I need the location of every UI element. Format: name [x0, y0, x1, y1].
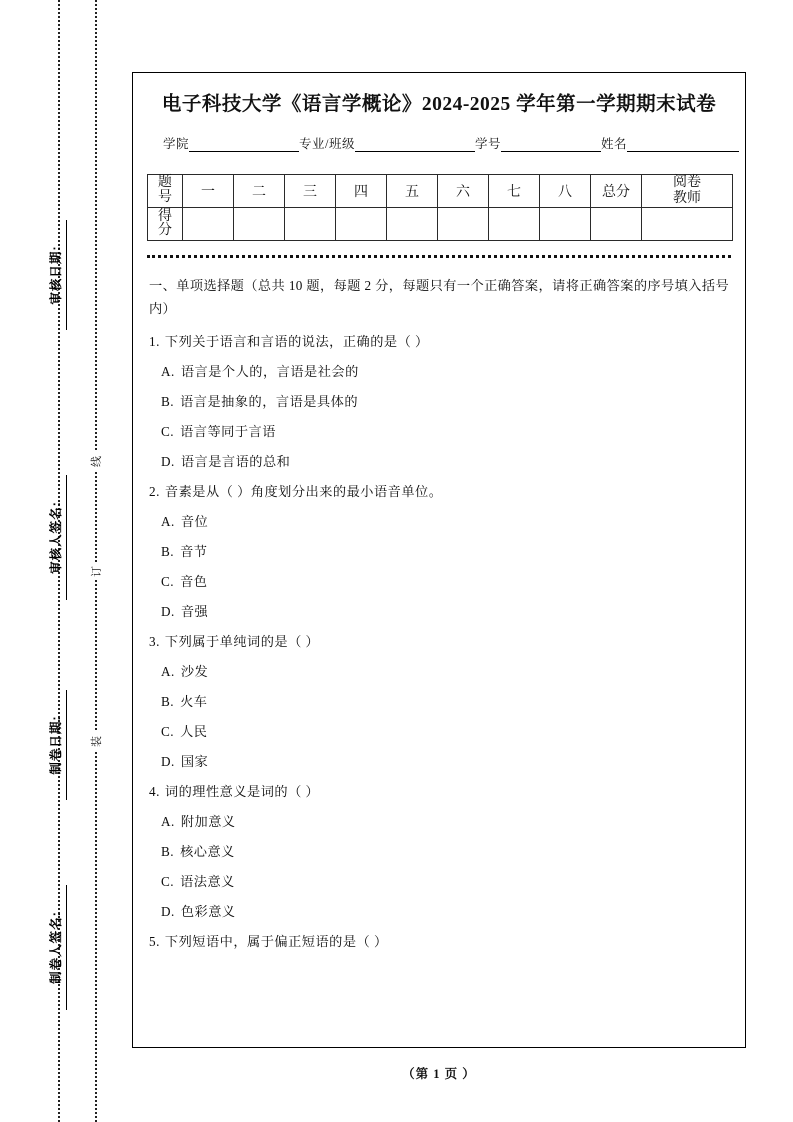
score-cell-grader[interactable] [642, 208, 733, 241]
score-cell-8[interactable] [540, 208, 591, 241]
binding-mark-seal: 装 [86, 732, 106, 750]
question-body [149, 274, 729, 950]
score-cell-1[interactable] [183, 208, 234, 241]
column-header-grader-line1: 阅卷 [673, 175, 701, 190]
question-3-option-a-letter: A. [161, 664, 175, 680]
question-5-stem [149, 931, 729, 950]
row-header-score-line1: 得 [158, 208, 172, 224]
question-2-option-c-text: 音色 [180, 574, 208, 590]
question-3-option-d-letter: D. [161, 754, 175, 770]
question-4-option-a-text: 附加意义 [180, 814, 236, 830]
column-header-grader [642, 175, 733, 208]
score-cell-3[interactable] [285, 208, 336, 241]
question-3-option-a[interactable] [161, 661, 729, 680]
question-1-number: 1. [149, 334, 160, 350]
question-4-option-c-text: 语法意义 [180, 874, 235, 890]
question-4-option-b-letter: B. [161, 844, 175, 860]
score-cell-4[interactable] [336, 208, 387, 241]
field-student-name-input[interactable] [627, 138, 739, 152]
field-college [163, 134, 299, 152]
column-header-8: 八 [540, 175, 591, 208]
exam-paper-frame [132, 72, 746, 1048]
field-major-class [299, 134, 475, 152]
question-1-option-c-text: 语言等同于言语 [180, 424, 276, 440]
score-table [147, 174, 733, 241]
question-3-option-c[interactable] [161, 721, 729, 740]
question-2-option-b[interactable] [161, 541, 729, 560]
score-cell-total[interactable] [591, 208, 642, 241]
score-cell-6[interactable] [438, 208, 489, 241]
question-4-number: 4. [149, 784, 160, 800]
question-4-option-d-letter: D. [161, 904, 175, 920]
score-table-value-row [148, 208, 733, 241]
question-4-option-b[interactable] [161, 841, 729, 860]
score-cell-5[interactable] [387, 208, 438, 241]
vertical-label-review-date: 审核日期: [46, 220, 67, 330]
question-1-option-c-letter: C. [161, 424, 175, 440]
question-1-option-d-letter: D. [161, 454, 175, 470]
question-2-option-d-text: 音强 [180, 604, 209, 620]
question-5-text: 下列短语中，属于偏正短语的是（ ） [164, 934, 388, 950]
vertical-label-compiler-signature: 制卷人签名: [46, 885, 67, 1010]
column-header-1: 一 [183, 175, 234, 208]
column-header-7: 七 [489, 175, 540, 208]
question-2-text: 音素是从（ ）角度划分出来的最小语音单位。 [164, 484, 443, 500]
question-3-option-d[interactable] [161, 751, 729, 770]
question-3-option-b-text: 火车 [180, 694, 208, 710]
field-college-input[interactable] [189, 138, 299, 152]
question-2-stem [149, 481, 729, 500]
question-1-option-a[interactable] [161, 361, 729, 380]
question-4-option-a-letter: A. [161, 814, 175, 830]
row-header-question-number-line2: 号 [158, 190, 172, 206]
question-3-option-b[interactable] [161, 691, 729, 710]
question-4-text: 词的理性意义是词的（ ） [164, 784, 320, 800]
score-cell-2[interactable] [234, 208, 285, 241]
column-header-5: 五 [387, 175, 438, 208]
question-1-option-d[interactable] [161, 451, 729, 470]
question-2-option-b-text: 音节 [180, 544, 208, 560]
row-header-question-number-line1: 题 [158, 175, 172, 191]
question-4-option-d[interactable] [161, 901, 729, 920]
field-student-id-input[interactable] [501, 138, 601, 152]
section-heading: 一、单项选择题（总共 10 题，每题 2 分，每题只有一个正确答案，请将正确答案的序号填入括号内） [149, 278, 729, 317]
question-4-option-a[interactable] [161, 811, 729, 830]
question-1-option-b-text: 语言是抽象的，言语是具体的 [180, 394, 359, 410]
question-1-option-b[interactable] [161, 391, 729, 410]
dotted-rule-inner [95, 0, 97, 1122]
row-header-score-line2: 分 [158, 223, 172, 239]
column-header-6: 六 [438, 175, 489, 208]
question-2-option-a-text: 音位 [180, 514, 209, 530]
question-5-number: 5. [149, 934, 160, 950]
score-cell-7[interactable] [489, 208, 540, 241]
question-1-option-d-text: 语言是言语的总和 [180, 454, 291, 470]
field-student-name [601, 134, 739, 152]
field-student-id [475, 134, 601, 152]
question-3-option-b-letter: B. [161, 694, 175, 710]
question-3-option-a-text: 沙发 [180, 664, 209, 680]
question-2-option-c-letter: C. [161, 574, 175, 590]
question-3-option-c-letter: C. [161, 724, 175, 740]
field-college-label: 学院 [163, 137, 190, 151]
question-4-stem [149, 781, 729, 800]
page-title: 电子科技大学《语言学概论》2024‑2025 学年第一学期期末试卷 [161, 94, 717, 115]
question-2-option-c[interactable] [161, 571, 729, 590]
question-3-option-d-text: 国家 [180, 754, 209, 770]
column-header-4: 四 [336, 175, 387, 208]
question-2-option-a[interactable] [161, 511, 729, 530]
student-info-row [163, 134, 727, 152]
score-table-header-row [148, 175, 733, 208]
question-3-number: 3. [149, 634, 160, 650]
binding-mark-bind: 订 [86, 562, 106, 580]
field-major-class-label: 专业/班级 [299, 137, 355, 151]
column-header-grader-line2: 教师 [673, 191, 701, 207]
column-header-2: 二 [234, 175, 285, 208]
question-4-option-b-text: 核心意义 [180, 844, 235, 860]
binding-mark-line: 线 [86, 452, 106, 470]
question-2-option-d[interactable] [161, 601, 729, 620]
question-3-option-c-text: 人民 [180, 724, 208, 740]
question-1-stem [149, 331, 729, 350]
column-header-total: 总分 [591, 175, 642, 208]
column-header-3: 三 [285, 175, 336, 208]
row-header-question-number [148, 175, 183, 208]
question-4-option-c[interactable] [161, 871, 729, 890]
field-student-name-label: 姓名 [601, 137, 628, 151]
page-footer: （第 1 页 ） [402, 1067, 476, 1081]
question-4-option-c-letter: C. [161, 874, 175, 890]
vertical-label-compile-date: 制卷日期: [46, 690, 67, 800]
question-2-number: 2. [149, 484, 160, 500]
question-1-option-a-letter: A. [161, 364, 175, 380]
question-1-option-a-text: 语言是个人的，言语是社会的 [180, 364, 359, 380]
question-2-option-b-letter: B. [161, 544, 175, 560]
question-1-option-c[interactable] [161, 421, 729, 440]
question-3-text: 下列属于单纯词的是（ ） [164, 634, 320, 650]
section-separator [147, 255, 731, 258]
vertical-label-reviewer-signature: 审核人签名: [46, 475, 67, 600]
question-1-text: 下列关于语言和言语的说法，正确的是（ ） [164, 334, 429, 350]
field-major-class-input[interactable] [355, 138, 475, 152]
row-header-score [148, 208, 183, 241]
question-4-option-d-text: 色彩意义 [180, 904, 236, 920]
question-2-option-a-letter: A. [161, 514, 175, 530]
question-1-option-b-letter: B. [161, 394, 175, 410]
question-2-option-d-letter: D. [161, 604, 175, 620]
question-3-stem [149, 631, 729, 650]
score-table-container [147, 174, 731, 241]
field-student-id-label: 学号 [475, 137, 502, 151]
binding-margin [0, 0, 132, 1122]
